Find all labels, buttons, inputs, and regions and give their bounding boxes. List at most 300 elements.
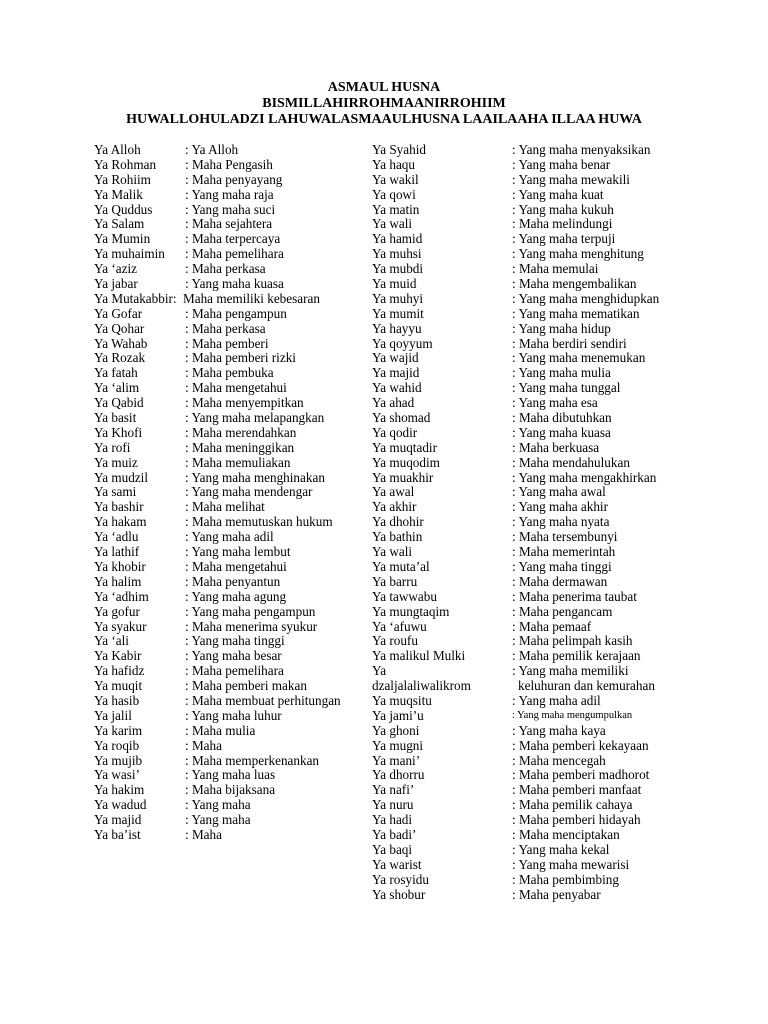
name-entry bbox=[94, 351, 362, 366]
name-entry bbox=[372, 173, 672, 188]
asma-name: Ya gofur bbox=[94, 603, 140, 619]
asma-name: Ya Kabir bbox=[94, 648, 142, 664]
name-entry bbox=[372, 664, 672, 694]
asma-name: Ya hamid bbox=[372, 231, 423, 247]
asma-name: Ya Khofi bbox=[94, 424, 143, 440]
asma-name: Ya rofi bbox=[94, 439, 131, 455]
asma-meaning: : Maha dermawan bbox=[512, 573, 608, 589]
asma-name: Ya Rozak bbox=[94, 350, 146, 366]
asma-name: Ya wasi’ bbox=[94, 767, 140, 783]
name-entry bbox=[94, 456, 362, 471]
asma-name: Ya mumit bbox=[372, 305, 424, 321]
name-entry bbox=[372, 217, 672, 232]
asma-meaning: : Maha pemberi madhorot bbox=[512, 767, 650, 783]
name-entry bbox=[94, 575, 362, 590]
name-entry bbox=[372, 813, 672, 828]
asma-meaning: : Yang maha mewakili bbox=[512, 171, 630, 187]
asma-meaning: : Maha mengembalikan bbox=[512, 276, 637, 292]
asma-name: Ya Malik bbox=[94, 186, 143, 202]
name-entry bbox=[94, 620, 362, 635]
asma-meaning: : Yang maha mewarisi bbox=[512, 856, 630, 872]
asma-meaning: : Maha penyantun bbox=[185, 573, 281, 589]
asma-meaning: : Yang maha mulia bbox=[512, 365, 611, 381]
name-entry bbox=[94, 605, 362, 620]
name-entry bbox=[372, 337, 672, 352]
asma-name: Ya muta’al bbox=[372, 558, 430, 574]
asma-meaning: : Maha pemelihara bbox=[185, 246, 284, 262]
asma-name: Ya dhorru bbox=[372, 767, 425, 783]
asma-meaning: : Maha pemberi makan bbox=[185, 678, 307, 694]
asma-name: Ya nuru bbox=[372, 797, 414, 813]
name-entry bbox=[94, 262, 362, 277]
name-entry bbox=[94, 232, 362, 247]
asma-meaning: : Yang maha tinggi bbox=[512, 558, 612, 574]
name-entry bbox=[372, 322, 672, 337]
asma-meaning: : Maha bbox=[185, 737, 222, 753]
asma-meaning: : Maha dibutuhkan bbox=[512, 410, 612, 426]
huwallohu-heading: HUWALLOHULADZI LAHUWALASMAAULHUSNA LAAILAAHA ILLAA HUWA bbox=[126, 112, 642, 127]
asma-meaning: : Yang maha luas bbox=[185, 767, 276, 783]
asma-name: Ya muid bbox=[372, 276, 417, 292]
asma-name: Ya karim bbox=[94, 722, 143, 738]
asma-meaning: : Maha tersembunyi bbox=[512, 529, 618, 545]
asma-name: Ya ‘adlu bbox=[94, 529, 139, 545]
asma-meaning: : Yang maha kukuh bbox=[512, 201, 614, 217]
name-entry bbox=[94, 739, 362, 754]
asma-meaning: : Yang maha pengampun bbox=[185, 603, 316, 619]
asma-name: Ya nafi’ bbox=[372, 782, 415, 798]
asma-name: Ya Alloh bbox=[94, 142, 141, 157]
asma-name: Ya muqtadir bbox=[372, 439, 437, 455]
name-entry bbox=[372, 232, 672, 247]
bismillah-heading: BISMILLAHIRROHMAANIRROHIIM bbox=[262, 96, 506, 111]
name-entry bbox=[372, 158, 672, 173]
asma-name: Ya qodir bbox=[372, 424, 418, 440]
asma-meaning: : Maha perkasa bbox=[185, 320, 266, 336]
asma-name: Ya shobur bbox=[372, 886, 426, 902]
name-entry bbox=[372, 456, 672, 471]
asma-meaning: : Yang maha kekal bbox=[512, 841, 610, 857]
asma-meaning: : Yang maha melapangkan bbox=[185, 410, 325, 426]
name-entry bbox=[94, 560, 362, 575]
name-entry bbox=[372, 143, 672, 158]
name-entry bbox=[372, 307, 672, 322]
asma-meaning: : Maha merendahkan bbox=[185, 424, 297, 440]
asma-name: Ya ‘afuwu bbox=[372, 618, 427, 634]
name-entry bbox=[372, 441, 672, 456]
asma-meaning: : Yang maha awal bbox=[512, 484, 606, 500]
asma-name: Ya ‘adhim bbox=[94, 588, 149, 604]
asma-name: Ya hakim bbox=[94, 782, 145, 798]
asma-name: Ya badi’ bbox=[372, 826, 417, 842]
asma-meaning: : Yang maha kaya bbox=[512, 722, 606, 738]
name-entry bbox=[372, 262, 672, 277]
asma-name: Ya khobir bbox=[94, 558, 146, 574]
asma-meaning: : Maha mendahulukan bbox=[512, 454, 630, 470]
asma-meaning: : Yang maha nyata bbox=[512, 514, 610, 530]
asma-meaning: : Yang maha menemukan bbox=[512, 350, 646, 366]
name-entry bbox=[94, 590, 362, 605]
asma-meaning: : Yang maha menghitung bbox=[512, 246, 644, 262]
asma-name: Ya jabar bbox=[94, 276, 138, 292]
asma-name: Ya hakam bbox=[94, 514, 147, 530]
asma-meaning: : Yang maha raja bbox=[185, 186, 274, 202]
asma-meaning: : Maha pemberi rizki bbox=[185, 350, 296, 366]
name-entry bbox=[372, 798, 672, 813]
name-entry bbox=[372, 739, 672, 754]
asma-meaning: : Maha pengampun bbox=[185, 305, 287, 321]
name-entry bbox=[94, 217, 362, 232]
asma-name: Ya mubdi bbox=[372, 261, 424, 277]
name-entry bbox=[94, 664, 362, 679]
asma-name: Ya muhyi bbox=[372, 290, 424, 306]
asma-name: Ya Gofar bbox=[94, 305, 143, 321]
name-entry bbox=[94, 441, 362, 456]
asma-meaning: : Maha mengetahui bbox=[185, 558, 287, 574]
asma-name: Ya baqi bbox=[372, 841, 413, 857]
asma-meaning: : Maha pelimpah kasih bbox=[512, 633, 633, 649]
name-entry bbox=[94, 188, 362, 203]
asma-meaning: : Maha pemberi hidayah bbox=[512, 812, 641, 828]
asma-name: Ya Qabid bbox=[94, 395, 144, 411]
asma-name: Ya qoyyum bbox=[372, 335, 433, 351]
name-entry bbox=[372, 858, 672, 873]
asma-name: Ya mugni bbox=[372, 737, 424, 753]
name-entry bbox=[94, 768, 362, 783]
name-entry bbox=[372, 709, 672, 724]
name-entry bbox=[372, 292, 672, 307]
name-entry bbox=[372, 634, 672, 649]
asma-name: Ya Qohar bbox=[94, 320, 145, 336]
asma-name: Ya tawwabu bbox=[372, 588, 437, 604]
asma-name: Ya ‘alim bbox=[94, 380, 140, 396]
name-entry bbox=[372, 783, 672, 798]
name-entry bbox=[372, 366, 672, 381]
asma-name: Ya akhir bbox=[372, 499, 417, 515]
name-entry bbox=[372, 694, 672, 709]
asma-name: Ya Mumin bbox=[94, 231, 151, 247]
asma-meaning: : Maha pemilik cahaya bbox=[512, 797, 633, 813]
asma-name: Ya muiz bbox=[94, 454, 138, 470]
name-entry bbox=[94, 485, 362, 500]
asma-meaning: : Yang maha kuasa bbox=[185, 276, 284, 292]
asma-name: Ya majid bbox=[372, 365, 420, 381]
asma-name: Ya ahad bbox=[372, 395, 415, 411]
name-entry bbox=[94, 426, 362, 441]
asma-meaning: : Maha melihat bbox=[185, 499, 265, 515]
asma-name: Ya ‘ali bbox=[94, 633, 129, 649]
asma-meaning: : Yang maha mengumpulkan bbox=[512, 709, 633, 721]
asma-meaning: : Maha Pengasih bbox=[185, 156, 273, 172]
asma-meaning: : Yang maha bbox=[185, 812, 251, 828]
asma-name: Ya hadi bbox=[372, 812, 413, 828]
name-entry bbox=[372, 485, 672, 500]
asma-name: Ya wajid bbox=[372, 350, 419, 366]
asma-name: Ya mudzil bbox=[94, 469, 148, 485]
asma-name: Ya bashir bbox=[94, 499, 144, 515]
asma-meaning: : Ya Alloh bbox=[185, 142, 239, 157]
name-entry bbox=[94, 500, 362, 515]
asma-name: Ya bathin bbox=[372, 529, 423, 545]
asma-name: Ya muqit bbox=[94, 678, 143, 694]
asma-name: Ya wali bbox=[372, 216, 413, 232]
name-entry bbox=[372, 620, 672, 635]
asma-meaning: : Maha berdiri sendiri bbox=[512, 335, 627, 351]
name-entry bbox=[372, 277, 672, 292]
asma-name: Ya malikul Mulki bbox=[372, 648, 466, 664]
name-entry bbox=[94, 813, 362, 828]
asma-meaning: : Maha menerima syukur bbox=[185, 618, 318, 634]
name-entry bbox=[94, 783, 362, 798]
asma-meaning: : Maha pengancam bbox=[512, 603, 613, 619]
name-entry bbox=[372, 649, 672, 664]
asma-name: Ya mujib bbox=[94, 752, 143, 768]
asma-name-line: dzaljalaliwalikrom bbox=[372, 678, 471, 694]
asma-name: Ya dhohir bbox=[372, 514, 424, 530]
name-entry bbox=[94, 322, 362, 337]
asma-meaning: : Maha sejahtera bbox=[185, 216, 273, 232]
asma-name: Ya ‘aziz bbox=[94, 261, 137, 277]
asma-name: Ya awal bbox=[372, 484, 415, 500]
asma-name: Ya basit bbox=[94, 410, 137, 426]
name-entry bbox=[372, 351, 672, 366]
name-entry bbox=[372, 396, 672, 411]
asma-meaning-line: keluhuran dan kemurahan bbox=[518, 678, 655, 694]
asma-name bbox=[372, 664, 471, 694]
asma-name: Ya muqodim bbox=[372, 454, 440, 470]
name-entry bbox=[372, 203, 672, 218]
asma-meaning: : Maha penerima taubat bbox=[512, 588, 637, 604]
asma-meaning: : Yang maha mematikan bbox=[512, 305, 640, 321]
name-entry bbox=[372, 545, 672, 560]
asma-meaning: : Yang maha akhir bbox=[512, 499, 608, 515]
asma-meaning: : Yang maha hidup bbox=[512, 320, 611, 336]
asma-meaning: : Yang maha adil bbox=[185, 529, 274, 545]
asma-name: Ya Syahid bbox=[372, 142, 426, 157]
name-entry bbox=[94, 634, 362, 649]
asma-meaning: : Maha pemberi kekayaan bbox=[512, 737, 649, 753]
name-entry bbox=[372, 888, 672, 903]
asma-name: Ya matin bbox=[372, 201, 420, 217]
name-entry bbox=[372, 768, 672, 783]
name-entry bbox=[372, 471, 672, 486]
name-entry bbox=[94, 724, 362, 739]
asma-meaning: : Yang maha adil bbox=[512, 692, 601, 708]
name-entry bbox=[372, 381, 672, 396]
asma-meaning: : Yang maha luhur bbox=[185, 707, 282, 723]
name-entry bbox=[372, 515, 672, 530]
asma-name: Ya lathif bbox=[94, 544, 140, 560]
asma-name: Ya sami bbox=[94, 484, 137, 500]
asma-name: Ya jalil bbox=[94, 707, 132, 723]
asma-name: Ya roufu bbox=[372, 633, 418, 649]
asma-meaning: : Yang maha agung bbox=[185, 588, 287, 604]
asma-name: Ya majid bbox=[94, 812, 142, 828]
asma-name: Ya Mutakabbir: bbox=[94, 290, 177, 306]
name-entry bbox=[372, 426, 672, 441]
name-entry bbox=[94, 411, 362, 426]
name-entry bbox=[372, 247, 672, 262]
name-entry bbox=[94, 203, 362, 218]
name-entry bbox=[372, 873, 672, 888]
asma-name: Ya muhsi bbox=[372, 246, 422, 262]
name-entry bbox=[372, 590, 672, 605]
asma-name: Ya warist bbox=[372, 856, 422, 872]
asma-meaning: : Yang maha bbox=[185, 797, 251, 813]
asma-name: Ya jami’u bbox=[372, 707, 424, 723]
asma-meaning: : Maha pemberi manfaat bbox=[512, 782, 642, 798]
asma-meaning: : Maha perkasa bbox=[185, 261, 266, 277]
name-entry bbox=[94, 545, 362, 560]
name-entry bbox=[94, 530, 362, 545]
name-entry bbox=[94, 471, 362, 486]
asma-meaning: : Yang maha mengakhirkan bbox=[512, 469, 657, 485]
asma-meaning: : Maha meninggikan bbox=[185, 439, 295, 455]
asma-meaning: : Yang maha tunggal bbox=[512, 380, 621, 396]
name-entry bbox=[372, 560, 672, 575]
asma-meaning: : Maha pemberi bbox=[185, 335, 269, 351]
asma-meaning: : Yang maha menyaksikan bbox=[512, 142, 651, 157]
name-entry bbox=[372, 843, 672, 858]
asma-name: Ya hafidz bbox=[94, 663, 145, 679]
asma-name: Ya Salam bbox=[94, 216, 145, 232]
asma-name: Ya roqib bbox=[94, 737, 140, 753]
asma-name: Ya mani’ bbox=[372, 752, 421, 768]
asma-meaning: : Maha terpercaya bbox=[185, 231, 281, 247]
asma-name: Ya haqu bbox=[372, 156, 415, 172]
asma-name: Ya qowi bbox=[372, 186, 416, 202]
asma-meaning: Maha memiliki kebesaran bbox=[183, 290, 320, 306]
asma-name: Ya ghoni bbox=[372, 722, 420, 738]
asma-name-line: Ya bbox=[372, 663, 387, 679]
document-title: ASMAUL HUSNA bbox=[327, 80, 441, 95]
asma-name: Ya fatah bbox=[94, 365, 138, 381]
asma-meaning: : Maha memutuskan hukum bbox=[185, 514, 333, 530]
name-entry bbox=[94, 366, 362, 381]
asma-name: Ya Quddus bbox=[94, 201, 153, 217]
name-entry bbox=[94, 679, 362, 694]
name-entry bbox=[94, 649, 362, 664]
asma-name: Ya ba’ist bbox=[94, 826, 141, 842]
asma-meaning: : Maha menyempitkan bbox=[185, 395, 304, 411]
asma-meaning: : Yang maha lembut bbox=[185, 544, 291, 560]
asma-name: Ya hasib bbox=[94, 692, 140, 708]
asma-meaning: : Maha bijaksana bbox=[185, 782, 276, 798]
asma-meaning: : Maha bbox=[185, 826, 222, 842]
asma-meaning: : Maha memuliakan bbox=[185, 454, 291, 470]
asma-name: Ya mungtaqim bbox=[372, 603, 450, 619]
name-entry bbox=[372, 828, 672, 843]
name-entry bbox=[94, 143, 362, 158]
name-entry bbox=[372, 605, 672, 620]
asma-meaning: : Maha pemaaf bbox=[512, 618, 592, 634]
asma-name: Ya syakur bbox=[94, 618, 147, 634]
name-entry bbox=[94, 381, 362, 396]
asma-name: Ya muhaimin bbox=[94, 246, 165, 262]
asma-meaning: : Yang maha mendengar bbox=[185, 484, 313, 500]
asma-name: Ya wahid bbox=[372, 380, 422, 396]
asma-name: Ya wali bbox=[372, 544, 413, 560]
asma-meaning: : Maha mulia bbox=[185, 722, 256, 738]
asma-name: Ya barru bbox=[372, 573, 418, 589]
name-entry bbox=[372, 411, 672, 426]
asma-meaning: : Maha membuat perhitungan bbox=[185, 692, 341, 708]
asma-name: Ya Rohman bbox=[94, 156, 157, 172]
name-entry bbox=[94, 515, 362, 530]
asma-meaning: : Yang maha menghinakan bbox=[185, 469, 325, 485]
asma-meaning: : Maha berkuasa bbox=[512, 439, 600, 455]
name-entry bbox=[94, 247, 362, 262]
name-entry bbox=[94, 277, 362, 292]
name-entry bbox=[94, 158, 362, 173]
name-entry bbox=[372, 724, 672, 739]
asma-meaning: : Maha pemilik kerajaan bbox=[512, 648, 641, 664]
name-entry bbox=[372, 575, 672, 590]
asma-meaning bbox=[512, 664, 655, 694]
asma-meaning: : Yang maha suci bbox=[185, 201, 276, 217]
name-entry bbox=[94, 798, 362, 813]
asma-meaning: : Yang maha benar bbox=[512, 156, 611, 172]
asma-name: Ya hayyu bbox=[372, 320, 422, 336]
asma-meaning: : Yang maha kuasa bbox=[512, 424, 611, 440]
asma-meaning: : Maha penyabar bbox=[512, 886, 601, 902]
name-entry bbox=[94, 828, 362, 843]
asma-meaning: : Yang maha besar bbox=[185, 648, 282, 664]
name-entry bbox=[372, 754, 672, 769]
asma-meaning: : Maha melindungi bbox=[512, 216, 613, 232]
name-entry bbox=[94, 709, 362, 724]
asma-meaning-line: : Yang maha memiliki bbox=[512, 663, 629, 679]
asma-meaning: : Maha menciptakan bbox=[512, 826, 620, 842]
asma-meaning: : Yang maha menghidupkan bbox=[512, 290, 660, 306]
asma-name: Ya muqsitu bbox=[372, 692, 432, 708]
asma-name: Ya Rohiim bbox=[94, 171, 151, 187]
name-entry bbox=[94, 292, 362, 307]
name-entry bbox=[94, 173, 362, 188]
asma-meaning: : Maha memperkenankan bbox=[185, 752, 320, 768]
asma-meaning: : Maha pemelihara bbox=[185, 663, 284, 679]
name-entry bbox=[372, 500, 672, 515]
asma-meaning: : Yang maha kuat bbox=[512, 186, 604, 202]
name-entry bbox=[94, 754, 362, 769]
asma-name: Ya muakhir bbox=[372, 469, 434, 485]
asma-name: Ya rosyidu bbox=[372, 871, 429, 887]
asma-meaning: : Maha pembuka bbox=[185, 365, 274, 381]
name-entry bbox=[94, 694, 362, 709]
asma-name: Ya shomad bbox=[372, 410, 431, 426]
asma-name: Ya halim bbox=[94, 573, 142, 589]
asma-meaning: : Maha mencegah bbox=[512, 752, 606, 768]
right-name-list bbox=[372, 143, 672, 902]
asma-name: Ya wakil bbox=[372, 171, 419, 187]
asma-meaning: : Maha memerintah bbox=[512, 544, 616, 560]
name-entry bbox=[94, 307, 362, 322]
asma-meaning: : Maha pembimbing bbox=[512, 871, 619, 887]
asma-meaning: : Maha mengetahui bbox=[185, 380, 287, 396]
name-entry bbox=[372, 530, 672, 545]
name-entry bbox=[372, 188, 672, 203]
name-entry bbox=[94, 337, 362, 352]
asma-name: Ya wadud bbox=[94, 797, 147, 813]
name-entry bbox=[94, 396, 362, 411]
asma-meaning: : Yang maha esa bbox=[512, 395, 598, 411]
asma-meaning: : Yang maha terpuji bbox=[512, 231, 616, 247]
asma-meaning: : Maha memulai bbox=[512, 261, 599, 277]
asma-name: Ya Wahab bbox=[94, 335, 148, 351]
asma-meaning: : Maha penyayang bbox=[185, 171, 283, 187]
left-name-list bbox=[94, 143, 362, 843]
asma-meaning: : Yang maha tinggi bbox=[185, 633, 285, 649]
